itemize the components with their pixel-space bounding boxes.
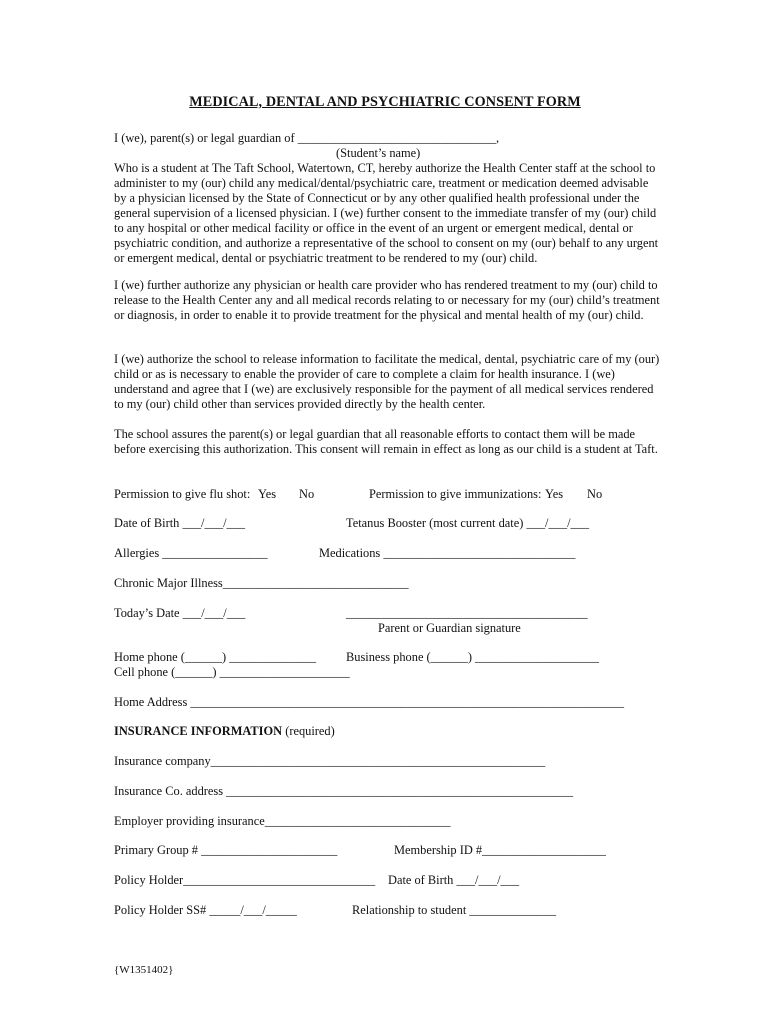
chronic-illness-field[interactable]: Chronic Major Illness______________________________ xyxy=(114,576,409,590)
flu-shot-label: Permission to give flu shot: xyxy=(114,487,251,501)
authorization-paragraph: Who is a student at The Taft School, Watertown, CT, hereby authorize the Health Center staff at the school to administer to my (our) child any medical/dental/psychiatric care, treatment or medication deemed advisable by a physician licensed by the State of Connecticut or by any other qualified health professional under the general supervision of a licensed physician. I (we) further consent to the immediate transfer of my (our) child to any hospital or other medical facility or office in the event of an urgent or emergent medical, dental or psychiatric condition, and authorize a representative of the school to consent on my (our) behalf to any urgent or emergent medical, dental or psychiatric treatment to be rendered to my (our) child. xyxy=(114,161,659,265)
home-phone-field[interactable]: Home phone (______) ______________ xyxy=(114,650,317,664)
policy-holder-ss-field[interactable]: Policy Holder SS# _____/___/_____ xyxy=(114,903,297,917)
tetanus-booster-field[interactable]: Tetanus Booster (most current date) ___/___/___ xyxy=(346,516,590,530)
flu-no-option[interactable]: No xyxy=(299,487,315,501)
insurance-address-field[interactable]: Insurance Co. address ________________________________________________________ xyxy=(114,784,574,798)
insurance-company-field[interactable]: Insurance company______________________________________________________ xyxy=(114,754,546,768)
records-paragraph: I (we) further authorize any physician or health care provider who has rendered treatment to my (our) child to release to the Health Center any and all medical records relating to or necessary for my (our) child’s treatment or diagnosis, in order to enable it to provide treatment for the physical and mental health of my (our) child. xyxy=(114,278,660,322)
insurance-heading-text: INSURANCE INFORMATION xyxy=(114,724,283,738)
primary-group-field[interactable]: Primary Group # ______________________ xyxy=(114,843,338,857)
intro xyxy=(114,131,674,161)
business-phone-field[interactable]: Business phone (______) ____________________ xyxy=(346,650,599,664)
signature-label: Parent or Guardian signature xyxy=(378,621,521,635)
signature-line[interactable]: _______________________________________ xyxy=(346,606,588,620)
todays-date-field[interactable]: Today’s Date ___/___/___ xyxy=(114,606,246,620)
guardian-line: I (we), parent(s) or legal guardian of ________________________________, xyxy=(114,131,500,145)
insurance-required-note: (required) xyxy=(285,724,335,738)
form-code: {W1351402} xyxy=(114,964,174,976)
cell-phone-field[interactable]: Cell phone (______) _____________________ xyxy=(114,665,350,679)
immunizations-label: Permission to give immunizations: xyxy=(369,487,542,501)
policy-holder-field[interactable]: Policy Holder_______________________________ xyxy=(114,873,376,887)
release-paragraph: I (we) authorize the school to release information to facilitate the medical, dental, psychiatric care of my (our) child or as is necessary to enable the provider of care to complete a claim for health insurance. I (we) understand and agree that I (we) are exclusively responsible for the payment of all medical services rendered to my (our) child other than services provided directly by the health center. xyxy=(114,352,660,411)
flu-yes-option[interactable]: Yes xyxy=(258,487,277,501)
immunizations-no-option[interactable]: No xyxy=(587,487,603,501)
membership-id-field[interactable]: Membership ID #____________________ xyxy=(394,843,607,857)
employer-field[interactable]: Employer providing insurance______________________________ xyxy=(114,814,451,828)
allergies-field[interactable]: Allergies _________________ xyxy=(114,546,268,560)
form-title: MEDICAL, DENTAL AND PSYCHIATRIC CONSENT FORM xyxy=(189,94,581,110)
student-name-label: (Student’s name) xyxy=(336,146,421,160)
policy-holder-dob-field[interactable]: Date of Birth ___/___/___ xyxy=(388,873,520,887)
medications-field[interactable]: Medications _______________________________ xyxy=(319,546,576,560)
insurance-heading xyxy=(114,724,335,739)
immunizations-yes-option[interactable]: Yes xyxy=(545,487,564,501)
home-address-field[interactable]: Home Address ______________________________________________________________________ xyxy=(114,695,625,709)
assurance-paragraph: The school assures the parent(s) or legal guardian that all reasonable efforts to contact them will be made before exercising this authorization. This consent will remain in effect as long as our child is a student at Taft. xyxy=(114,427,658,456)
date-of-birth-field[interactable]: Date of Birth ___/___/___ xyxy=(114,516,246,530)
relationship-field[interactable]: Relationship to student ______________ xyxy=(352,903,557,917)
